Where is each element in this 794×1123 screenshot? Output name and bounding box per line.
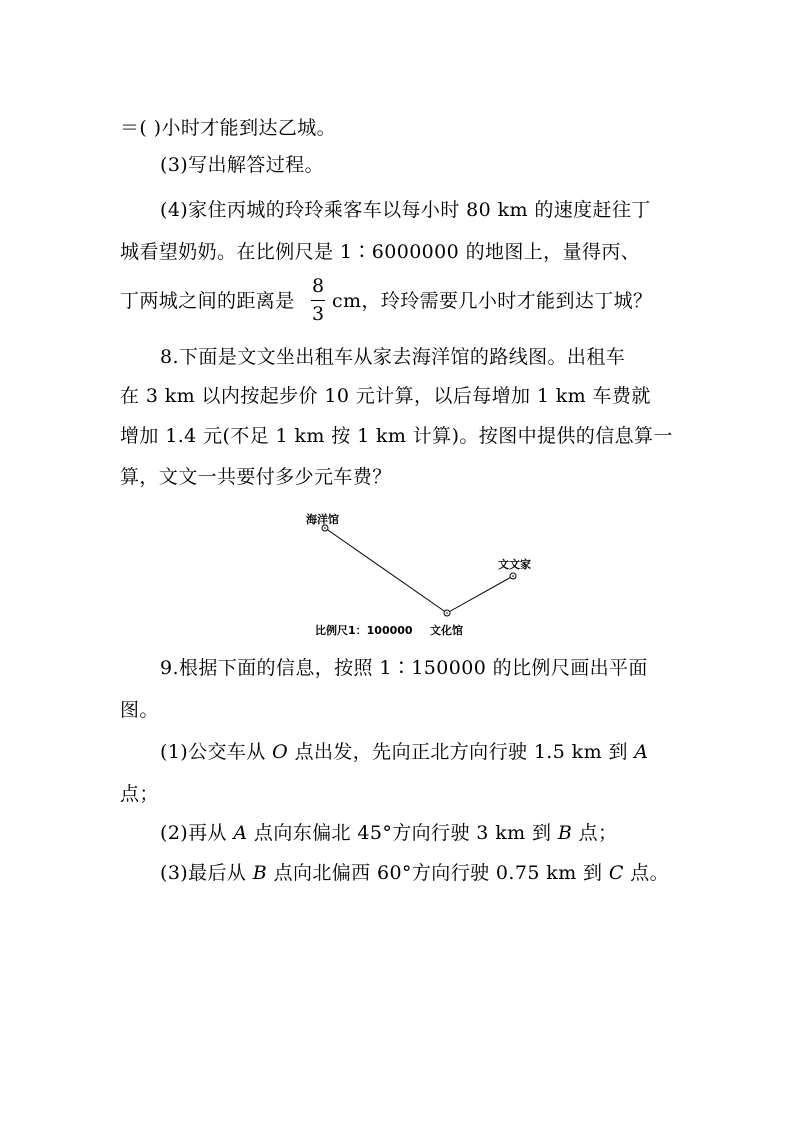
map-label-culture: 文化馆 [430, 624, 463, 637]
map-label-ocean: 海洋馆 [306, 513, 339, 526]
text-line: (4)家住丙城的玲玲乘客车以每小时 80 km 的速度赶往丁 [160, 199, 651, 221]
text-line: cm，玲玲需要几小时才能到达丁城？ [332, 290, 653, 312]
text-line: 增加 1.4 元(不足 1 km 按 1 km 计算)。按图中提供的信息算一 [120, 425, 673, 447]
text-line: (1)公交车从 O 点出发，先向正北方向行驶 1.5 km 到 A [160, 741, 649, 763]
map-point-dot [446, 612, 448, 614]
text-line: 城看望奶奶。在比例尺是 1∶6000000 的地图上，量得丙、 [120, 241, 641, 263]
text-line: ＝( )小时才能到达乙城。 [120, 117, 337, 139]
text-line: 丁两城之间的距离是 [120, 290, 295, 312]
text-line: 9.根据下面的信息，按照 1∶150000 的比例尺画出平面 [160, 657, 648, 679]
route-segment [325, 528, 447, 613]
text-line: 图。 [120, 699, 159, 721]
map-point-dot [324, 527, 326, 529]
fraction-numerator: 8 [311, 275, 325, 297]
text-line: (2)再从 A 点向东偏北 45°方向行驶 3 km 到 B 点； [160, 822, 618, 844]
text-line: 8.下面是文文坐出租车从家去海洋馆的路线图。出租车 [160, 346, 626, 368]
route-segment [447, 576, 513, 613]
text-line: 在 3 km 以内按起步价 10 元计算，以后每增加 1 km 车费就 [120, 385, 651, 407]
map-point-dot [512, 575, 514, 577]
text-line: (3)最后从 B 点向北偏西 60°方向行驶 0.75 km 到 C 点。 [160, 862, 670, 884]
fraction-denominator: 3 [311, 303, 325, 325]
text-line: 算，文文一共要付多少元车费？ [120, 466, 392, 488]
text-line: (3)写出解答过程。 [160, 154, 324, 176]
map-label-home: 文文家 [498, 558, 531, 571]
map-scale-label: 比例尺1：100000 [315, 624, 413, 637]
text-line: 点； [120, 783, 159, 805]
